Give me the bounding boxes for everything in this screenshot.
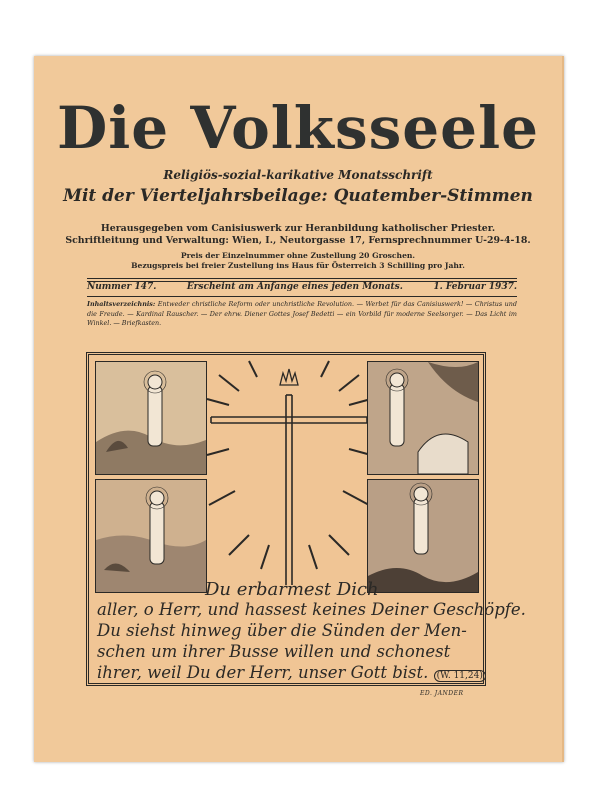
address-line: Schriftleitung und Verwaltung: Wien, I., Neutorgasse 17, Fernsprechnummer U-29-4-18. xyxy=(65,235,531,246)
verse-line-4: schen um ihrer Busse willen und schonest xyxy=(97,642,451,661)
panel-top-left xyxy=(95,361,207,475)
issue-frequency: Erscheint am Anfange eines jeden Monats. xyxy=(186,282,403,292)
artist-signature: ED. JANDER xyxy=(420,690,464,697)
divider-middle xyxy=(87,296,517,297)
illustration-frame xyxy=(86,352,526,686)
contents-text: Entweder christliche Reform oder unchristliche Revolution. — Werbet für das Canisiuswerk! — Christus und die Freude. — Kardinal Rauscher. — Der ehrw. Diener Gottes Josef Bedetti — ein Vorbild für moderne Seelsorger. — Das Licht im Winkel. — Briefkasten. xyxy=(87,300,517,327)
issue-info-bar xyxy=(87,282,517,292)
verse-line-2: aller, o Herr, und hassest keines Deiner Geschöpfe. xyxy=(97,600,526,619)
publisher-info xyxy=(34,223,562,247)
newspaper-title: Die Volksseele xyxy=(56,94,540,162)
price-info xyxy=(34,251,562,271)
panel-bottom-left xyxy=(95,479,207,593)
verse-reference: (W. 11,24) xyxy=(434,670,486,682)
verse-line-5-text: ihrer, weil Du der Herr, unser Gott bist. xyxy=(97,663,429,682)
issue-date: 1. Februar 1937. xyxy=(433,282,517,292)
verse-line-1: Du erbarmest Dich xyxy=(205,579,379,600)
publisher-line: Herausgegeben vom Canisiuswerk zur Heranbildung katholischer Priester. xyxy=(100,223,496,234)
single-price-line: Preis der Einzelnummer ohne Zustellung 20 Groschen. xyxy=(180,251,416,260)
newspaper-subtitle: Religiös-sozial-karikative Monatsschrift xyxy=(163,168,433,182)
verse-line-3: Du siehst hinweg über die Sünden der Men- xyxy=(97,621,467,640)
scripture-verse xyxy=(97,579,526,687)
supplement-line: Mit der Vierteljahrsbeilage: Quatember-Stimmen xyxy=(63,186,533,206)
verse-line-5 xyxy=(97,662,481,687)
panel-bottom-right xyxy=(367,479,479,593)
table-of-contents xyxy=(87,300,517,329)
contents-label: Inhaltsverzeichnis: xyxy=(87,300,156,308)
divider-top xyxy=(87,278,517,279)
subscription-price-line: Bezugspreis bei freier Zustellung ins Haus für Österreich 3 Schilling pro Jahr. xyxy=(131,261,465,270)
panel-top-right xyxy=(367,361,479,475)
issue-number: Nummer 147. xyxy=(87,282,157,292)
